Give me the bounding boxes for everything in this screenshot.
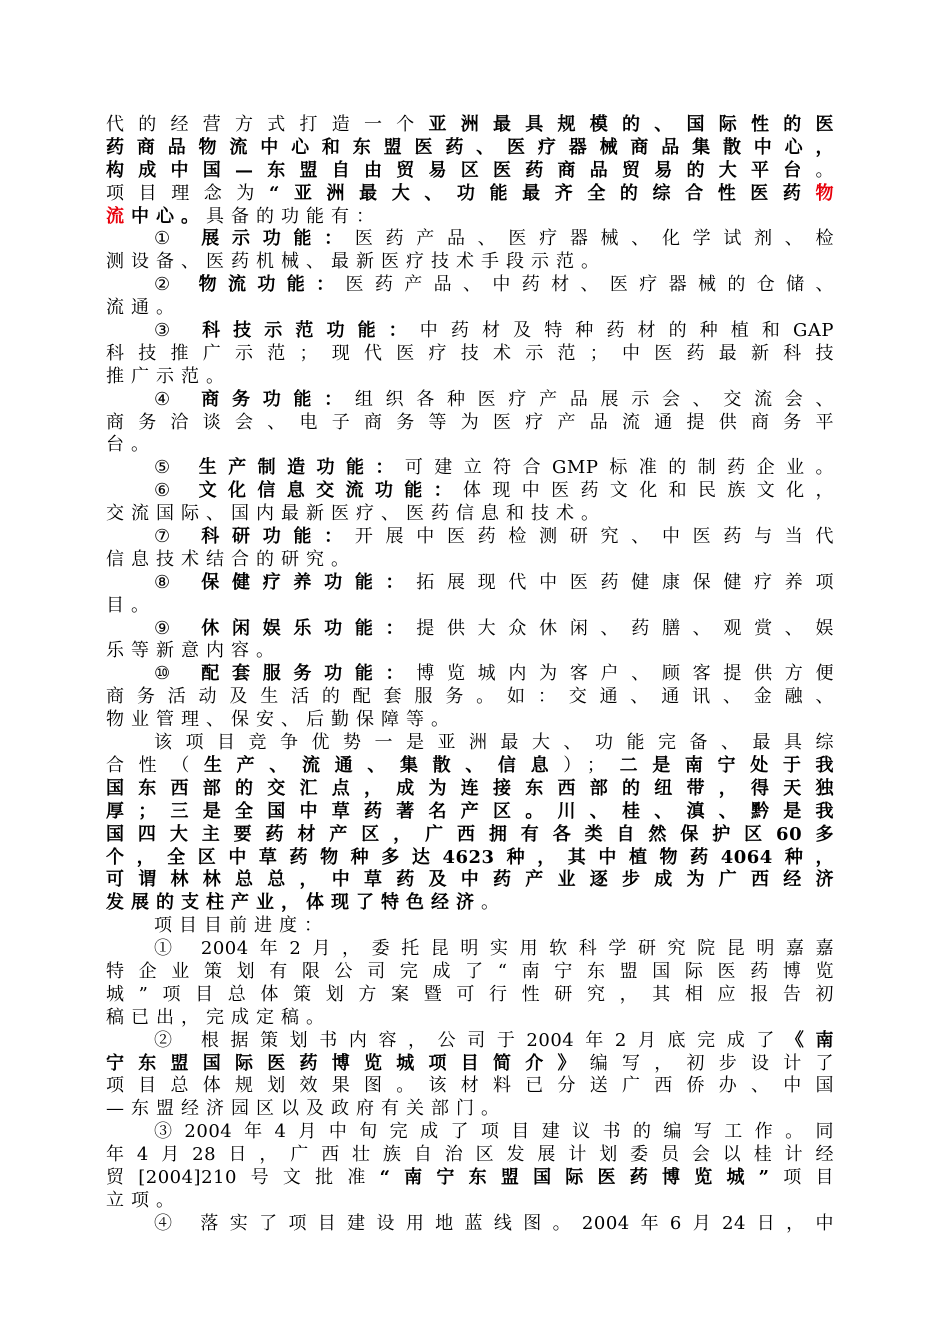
text-span: 拓展现代中医药健康保健疗养项 — [416, 571, 835, 593]
text-line — [106, 114, 834, 137]
text-span: 该项目竞争优势一是亚洲最大、功能完备、最具综 — [154, 732, 834, 754]
text-line — [106, 686, 834, 709]
text-line — [106, 343, 834, 366]
text-line — [106, 1121, 834, 1144]
text-line — [106, 251, 834, 274]
text-span: 开展中医药检测研究、中医药与当代 — [354, 526, 835, 548]
text-span: 可建立符合GMP标准的制药企业。 — [404, 457, 835, 479]
text-span: 物业管理、保安、后勤保障等。 — [106, 709, 456, 731]
text-span: 目。 — [106, 594, 156, 616]
bold-text-span: 中心。 — [131, 205, 206, 227]
text-line — [106, 160, 834, 183]
text-line — [106, 755, 834, 778]
text-span: 城”项目总体策划方案暨可行性研究，其相应报告初 — [106, 983, 834, 1005]
text-span: ⑨ — [154, 617, 202, 639]
bold-text-span: 保健疗养功能： — [201, 571, 417, 593]
text-span: 稿已出，完成定稿。 — [106, 1006, 331, 1028]
bold-text-span: 可谓林林总总，中草药及中药产业逐步成为广西经济 — [106, 869, 834, 891]
text-line — [106, 1075, 834, 1098]
text-span: 交流国际、国内最新医疗、医药信息和技术。 — [106, 503, 606, 525]
text-span: ① 2004年2月，委托昆明实用软科学研究院昆明嘉嘉 — [154, 938, 834, 960]
text-line — [106, 206, 834, 229]
text-line — [106, 663, 834, 686]
text-span: ⑦ — [154, 526, 202, 548]
text-span: 推广示范。 — [106, 365, 231, 387]
text-line — [106, 847, 834, 870]
text-line — [106, 480, 834, 503]
text-span: 年4月28日，广西壮族自治区发展计划委员会以桂计经 — [106, 1144, 834, 1166]
text-span: 科技推广示范；现代医疗技术示范；中医药最新科技 — [106, 342, 834, 364]
text-line — [106, 938, 834, 961]
text-span: 信息技术结合的研究。 — [106, 548, 356, 570]
text-line — [106, 869, 834, 892]
text-line — [106, 1007, 834, 1030]
bold-text-span: 宁东盟国际医药博览城项目简介》 — [106, 1052, 590, 1074]
text-line — [106, 1144, 834, 1167]
bold-text-span: “南宁东盟国际医药博览城” — [379, 1166, 770, 1188]
bold-text-span: 生产制造功能： — [198, 457, 405, 479]
text-span: 流通。 — [106, 297, 181, 319]
text-span: 项目 — [769, 1166, 834, 1188]
text-span: 台。 — [106, 434, 156, 456]
text-span: 合性（ — [106, 754, 204, 776]
bold-text-span: 休闲娱乐功能： — [201, 617, 417, 639]
text-span: 测设备、医药机械、最新医疗技术手段示范。 — [106, 251, 606, 273]
text-line — [106, 572, 834, 595]
text-line — [106, 778, 834, 801]
text-span: 项目理念为 — [106, 182, 269, 204]
text-span: 项目目前进度： — [154, 915, 329, 937]
text-line — [106, 320, 834, 343]
text-line — [106, 526, 834, 549]
text-line — [106, 892, 834, 915]
text-span: 具备的功能有： — [206, 205, 381, 227]
text-span: —东盟经济园区以及政府有关部门。 — [106, 1098, 506, 1120]
bold-text-span: 构成中国—东盟自由贸易区医药商品贸易的大平台 — [106, 159, 816, 181]
text-span: ）； — [563, 754, 606, 776]
bold-text-span: 国东西部的交汇点，成为连接东西部的纽带，得天独 — [106, 777, 834, 799]
text-span: 商务活动及生活的配套服务。如：交通、通讯、金融、 — [106, 686, 834, 708]
text-span: 编写，初步设计了 — [589, 1052, 834, 1074]
text-line — [106, 1053, 834, 1076]
bold-text-span: “亚洲最大、功能最齐全的综合性医药 — [269, 182, 816, 204]
text-line — [106, 297, 834, 320]
bold-text-span: 物 — [815, 182, 835, 204]
text-line — [106, 1190, 834, 1213]
text-span: ⑥ — [154, 480, 199, 502]
text-span: 医药产品、中药材、医疗器械的仓储、 — [345, 274, 835, 296]
bold-text-span: 流 — [106, 205, 131, 227]
text-span: 贸[2004]210号文批准 — [106, 1166, 380, 1188]
bold-text-span: 个，全区中草药物种多达4623种，其中植物药4064种， — [106, 846, 834, 868]
bold-text-span: 物流功能： — [198, 274, 346, 296]
text-span: ④ 落实了项目建设用地蓝线图。2004年6月24日，中 — [154, 1212, 834, 1234]
text-line — [106, 709, 834, 732]
text-span: ⑩ — [154, 663, 202, 685]
text-line — [106, 961, 834, 984]
text-line — [106, 1213, 834, 1236]
text-line — [106, 228, 834, 251]
bold-text-span: 生产、流通、集散、信息 — [203, 754, 564, 776]
bold-text-span: 亚洲最具规模的、国际性的医 — [428, 114, 834, 135]
text-line — [106, 1030, 834, 1053]
bold-text-span: 国四大主要药材产区，广西拥有各类自然保护区60多 — [106, 823, 834, 845]
text-line — [106, 640, 834, 663]
bold-text-span: 药商品物流中心和东盟医药、医疗器械商品集散中心， — [106, 136, 834, 158]
bold-text-span: 二是南宁处于我 — [605, 754, 835, 776]
bold-text-span: 文化信息交流功能： — [198, 480, 464, 502]
text-line — [106, 801, 834, 824]
text-span: 提供大众休闲、药膳、观赏、娱 — [416, 617, 835, 639]
text-span: 代的经营方式打造一个 — [106, 114, 429, 135]
text-span: 组织各种医疗产品展示会、交流会、 — [354, 388, 835, 410]
text-line — [106, 434, 834, 457]
bold-text-span: 科技示范功能： — [202, 320, 420, 342]
text-line — [106, 824, 834, 847]
text-line — [106, 389, 834, 412]
text-span: 中药材及特种药材的种植和GAP — [419, 320, 834, 342]
text-line — [106, 412, 834, 435]
text-line — [106, 503, 834, 526]
text-span: 。 — [481, 892, 506, 914]
bold-text-span: 厚；三是全国中草药著名产区。川、桂、滇、黔是我 — [106, 800, 834, 822]
text-line — [106, 618, 834, 641]
bold-text-span: 发展的支柱产业，体现了特色经济 — [106, 892, 481, 914]
text-line — [106, 183, 834, 206]
text-span: ⑧ — [154, 571, 202, 593]
text-span: ③ — [154, 320, 203, 342]
text-span: 立项。 — [106, 1189, 181, 1211]
text-line — [106, 1167, 834, 1190]
bold-text-span: 科研功能： — [201, 526, 355, 548]
text-line — [106, 984, 834, 1007]
bold-text-span: 商务功能： — [201, 388, 355, 410]
text-span: ② 根据策划书内容，公司于2004年2月底完成了 — [154, 1029, 786, 1051]
document-page — [106, 114, 834, 1236]
text-line — [106, 137, 834, 160]
text-span: 商务洽谈会、电子商务等为医疗产品流通提供商务平 — [106, 411, 834, 433]
text-span: 乐等新意内容。 — [106, 640, 281, 662]
bold-text-span: 展示功能： — [201, 228, 355, 250]
text-span: 体现中医药文化和民族文化， — [463, 480, 835, 502]
text-line — [106, 274, 834, 297]
text-line — [106, 915, 834, 938]
text-span: ② — [154, 274, 199, 296]
text-span: 特企业策划有限公司完成了“南宁东盟国际医药博览 — [106, 960, 834, 982]
text-line — [106, 457, 834, 480]
text-span: ⑤ — [154, 457, 199, 479]
text-span: 。 — [815, 159, 834, 181]
text-span: 医药产品、医疗器械、化学试剂、检 — [354, 228, 835, 250]
text-line — [106, 366, 834, 389]
text-span: 博览城内为客户、顾客提供方便 — [416, 663, 835, 685]
text-span: 项目总体规划效果图。该材料已分送广西侨办、中国 — [106, 1075, 834, 1097]
text-line — [106, 595, 834, 618]
bold-text-span: 配套服务功能： — [201, 663, 417, 685]
text-line — [106, 732, 834, 755]
text-span: ① — [154, 228, 202, 250]
text-span: ④ — [154, 388, 202, 410]
bold-text-span: 《南 — [785, 1029, 834, 1051]
text-span: ③2004年4月中旬完成了项目建议书的编写工作。同 — [154, 1121, 834, 1143]
text-line — [106, 1098, 834, 1121]
text-line — [106, 549, 834, 572]
